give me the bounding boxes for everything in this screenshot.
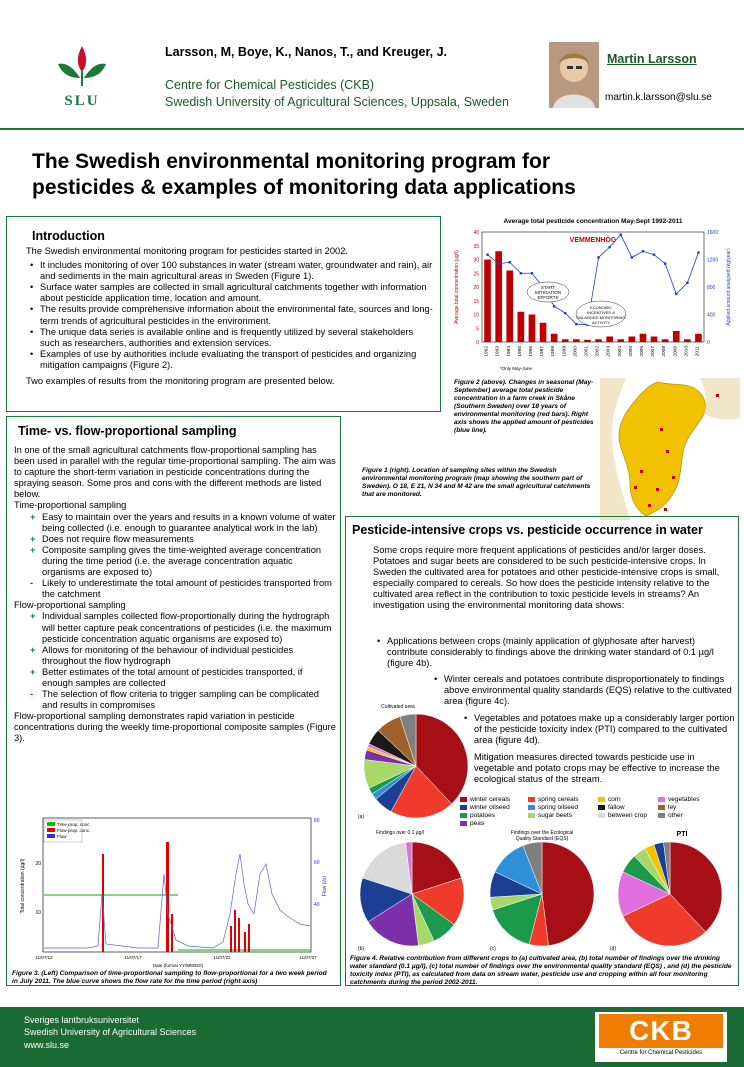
contact-name[interactable]: Martin Larsson: [607, 52, 697, 66]
legend-label: fallow: [608, 804, 625, 811]
fig2-y-tick: 35: [473, 243, 479, 250]
legend-swatch: [528, 805, 535, 810]
pie-title: Findings over the Ecological Quality Standard (EQS): [510, 830, 574, 842]
pie-chart: [364, 714, 468, 818]
crops-bullet-1: [373, 636, 735, 669]
fig2-y-tick: 10: [473, 312, 479, 319]
poster-title-line-2: pesticides & examples of monitoring data applications: [32, 176, 576, 199]
fig2-point: [531, 272, 533, 274]
authors: Larsson, M, Boye, K., Nanos, T., and Kreuger, J.: [165, 45, 448, 59]
con-marker: -: [30, 689, 34, 700]
fig2-point: [686, 282, 688, 284]
ckb-logo: [595, 1012, 727, 1062]
fig2-bar: [540, 323, 547, 342]
fig2-y2-tick: 1600: [707, 230, 719, 236]
fig2-x-tick: 2011: [695, 346, 701, 357]
pie-chart: [490, 842, 594, 946]
crops-intro-paragraph: Some crops require more frequent applications of pesticides and/or larger doses. Potatoes and sugar beets are considered to be such pesticide-intensive crops. In Sweden the cultivated area for potatoes and other pesticide-intensive crops is small, especially compared to cereals. So how does the pesticide intensity relative to the cultivated area reflect in the contribution to toxic pesticide levels in streams? An investigation using the environmental monitoring data shows:: [373, 545, 720, 611]
legend-label: spring cereals: [538, 796, 579, 803]
fig2-title: Average total pesticide concentration May-Sept 1992-2011: [503, 218, 683, 225]
sampling-closing-paragraph: Flow-proportional sampling demonstrates rapid variation in pesticide concentrations during the weekly time-proportional composite samples (Figure 3).: [14, 711, 336, 744]
fig2-y-tick: 20: [473, 285, 479, 291]
poster-title-line-1: The Swedish environmental monitoring program for: [32, 150, 551, 173]
fig2-point: [520, 272, 522, 274]
flow-proportional-item-text: Better estimates of the total amount of pesticides transported, if enough samples are collected: [42, 666, 303, 688]
footer-line-1: Sveriges lantbruksuniversitet: [24, 1015, 140, 1025]
time-proportional-item-text: Easy to maintain over the years and results in a known volume of water being collected (i.e. enough to guarantee analytical work in the lab): [42, 511, 336, 533]
fig3-x-tick: 11/07/22: [213, 955, 231, 960]
fig2-point: [608, 246, 610, 248]
fig2-y-tick: 5: [476, 326, 479, 333]
fig2-bar: [673, 331, 680, 342]
fig3-x-tick: 11/07/27: [299, 955, 317, 960]
legend-entry: [598, 812, 658, 819]
fig2-x-tick: 1997: [540, 346, 546, 357]
crops-bullet-text: • Vegetables and potatoes make up a considerably larger portion of the pesticide toxicity index (PTI) compared to the cultivated area (figure 4d).: [474, 713, 735, 746]
svg-text:MITIGATION: MITIGATION: [535, 290, 561, 295]
svg-text:ACTIVITY: ACTIVITY: [591, 320, 611, 325]
fig3-y2-tick: 80: [314, 818, 320, 824]
fig2-point: [486, 253, 488, 255]
fig2-point: [675, 293, 677, 295]
pro-marker: +: [30, 644, 36, 655]
fig2-y-tick: 25: [473, 271, 479, 278]
fig2-bar: [495, 251, 502, 342]
affiliation-1: Centre for Chemical Pesticides (CKB): [165, 78, 375, 92]
fig2-y2-tick: 400: [707, 312, 716, 319]
fig2-bar: [584, 340, 591, 342]
svg-text:EFFORTS: EFFORTS: [537, 295, 559, 300]
fig2-y2-tick: 0: [707, 340, 710, 346]
fig2-bar: [573, 339, 580, 342]
introduction-bullet-list: [26, 260, 434, 371]
legend-swatch: [528, 813, 535, 818]
ckb-logo-text: CKB: [599, 1014, 723, 1048]
affiliation-2: Swedish University of Agricultural Sciences, Uppsala, Sweden: [165, 95, 509, 109]
introduction-tail: Two examples of results from the monitoring program are presented below.: [26, 376, 335, 387]
legend-swatch: [598, 797, 605, 802]
fig3-y-tick: 20: [35, 861, 41, 867]
fig3-y2-axis-label: Flow (l/s): [322, 875, 328, 897]
fig2-x-tick: 2001: [584, 346, 590, 357]
time-proportional-item-text: Likely to underestimate the total amount of pesticides transported from the catchment: [42, 578, 332, 600]
fig2-bar: [629, 337, 636, 343]
legend-entry: [528, 804, 598, 811]
pie-title: Findings over 0.1 µg/l: [376, 830, 424, 836]
legend-label: winter oilseed: [470, 804, 510, 811]
legend-entry: [598, 796, 658, 803]
fig2-x-tick: 1994: [506, 346, 512, 357]
legend-label: potatoes: [470, 812, 495, 819]
fig2-point: [597, 256, 599, 258]
legend-entry: [528, 796, 598, 803]
person-icon: [549, 42, 599, 108]
figure-1-map: [600, 378, 740, 520]
fig2-point: [664, 262, 666, 264]
legend-entry: [528, 812, 598, 819]
flow-proportional-item: [30, 666, 336, 689]
pie-panel-label: (b): [358, 946, 365, 952]
fig2-bar: [506, 271, 513, 343]
legend-entry: [460, 820, 528, 827]
fig2-y-tick: 15: [473, 298, 479, 305]
con-marker: -: [30, 578, 34, 589]
figure-4-legend: [460, 796, 730, 827]
fig2-station-label: VEMMENHÖG: [569, 237, 617, 244]
introduction-bullet: • Examples of use by authorities include evaluating the transport of pesticides and organizing mitigation campaigns (Figure 2).: [40, 349, 434, 371]
time-proportional-item: [30, 511, 336, 534]
figure-4-caption: Figure 4. Relative contribution from different crops to (a) cultivated area, (b) total number of findings over the drinking water standard (0.1 µg/l), (c) total number of findings over the environmental quality standard (EQS) , and (d) the pesticide toxicity index (PTI), as calculated from data on stream water, pesticide use and cropping within all four monitoring catchments during the period 2002-2011.: [350, 955, 732, 986]
legend-entry: [658, 812, 718, 819]
fig2-x-tick: 2002: [595, 346, 601, 357]
fig2-x-tick: 1996: [528, 346, 534, 357]
fig2-x-tick: 2009: [673, 346, 679, 357]
pie-chart: [618, 842, 722, 946]
fig2-x-tick: 1993: [495, 346, 501, 357]
fig2-point: [653, 253, 655, 255]
introduction-heading: Introduction: [32, 229, 105, 243]
fig3-legend-label: Time-prop. conc.: [57, 822, 91, 827]
fig3-y2-tick: 60: [314, 860, 320, 866]
fig2-bar: [662, 339, 669, 342]
pie-chart: [360, 842, 464, 946]
fig2-point: [509, 261, 511, 263]
flow-proportional-heading: Flow-proportional sampling: [14, 600, 126, 611]
legend-swatch: [598, 813, 605, 818]
slu-logo-text: SLU: [64, 93, 100, 109]
pro-marker: +: [30, 611, 36, 622]
fig2-x-tick: 2010: [684, 346, 690, 357]
time-proportional-heading: Time-proportional sampling: [14, 500, 127, 511]
figure-1-caption: Figure 1 (right). Location of sampling sites within the Swedish environmental monitoring program (map showing the southern part of Sweden). O 18, E 21, N 34 and M 42 are the small agricultural catchments that are monitored.: [362, 467, 591, 498]
legend-label: ley: [668, 804, 677, 811]
fig2-bar: [484, 260, 491, 343]
fig2-x-tick: 2008: [662, 346, 668, 357]
fig2-bar: [518, 312, 525, 342]
flow-proportional-list: [14, 611, 336, 711]
sampling-intro-paragraph: In one of the small agricultural catchments flow-proportional sampling has been used in parallel with the regular time-proportional sampling. The aim was to capture the short-term variation in pesticide concentrations during the spraying season. Some pros and cons with the different methods are listed below.: [14, 445, 336, 500]
header-rule: [0, 128, 744, 130]
fig2-note: *Only May-June: [500, 366, 533, 371]
figure-2-caption: Figure 2 (above). Changes in seasonal (May-September) average total pesticide concentration in a farm creek in Skåne (Southern Sweden) over 18 years of environmental monitoring (red bars). Right axis shows the applied amount of pesticides (blue line).: [454, 379, 594, 434]
fig2-point: [564, 312, 566, 314]
legend-swatch: [598, 805, 605, 810]
fig3-x-tick: 11/07/17: [124, 955, 142, 960]
legend-swatch: [658, 797, 665, 802]
author-photo: [549, 42, 599, 108]
pro-marker: +: [30, 511, 36, 522]
pie-title: PTI: [676, 831, 688, 838]
fig2-y-tick: 40: [473, 230, 479, 236]
fig3-y-tick: 10: [35, 910, 41, 916]
fig2-x-tick: 1998: [551, 346, 557, 357]
legend-swatch: [658, 813, 665, 818]
fig2-bar: [695, 334, 702, 342]
pro-marker: +: [30, 666, 36, 677]
fig2-bar: [640, 334, 647, 342]
fig2-x-tick: 2007: [651, 346, 657, 357]
crops-closing-paragraph: Mitigation measures directed towards pesticide use in vegetable and potato crops may be effective to increase the ecological status of the stream.: [474, 752, 720, 785]
fig2-y2-tick: 1200: [707, 257, 719, 264]
flow-proportional-item: [30, 611, 336, 644]
footer-url[interactable]: www.slu.se: [24, 1040, 70, 1050]
pro-marker: +: [30, 533, 36, 544]
crops-bullet-text: • Applications between crops (mainly application of glyphosate after harvest) contribute considerably to findings above the drinking water standard of 0.1 µg/l (figure 4b).: [387, 636, 735, 669]
ckb-logo-subtitle: Centre for Chemical Pesticides: [619, 1050, 703, 1056]
introduction-bullet: • Surface water samples are collected in small agricultural catchments together with information about pesticide application time, location and amount.: [40, 282, 434, 304]
fig2-bar: [562, 339, 569, 342]
fig2-x-tick: 2000: [573, 346, 579, 357]
legend-label: peas: [470, 820, 485, 827]
fig2-x-tick: 1992: [484, 346, 490, 357]
pie-panel-label: (c): [490, 946, 496, 952]
time-proportional-item: [30, 544, 336, 578]
fig2-point: [497, 262, 499, 264]
pie-title: Cultivated area: [381, 704, 415, 710]
legend-swatch: [528, 797, 535, 802]
fig2-bar: [606, 337, 613, 343]
svg-text:ENLARGED MONITORING: ENLARGED MONITORING: [576, 315, 626, 320]
legend-label: spring oilseed: [538, 804, 579, 811]
fig2-annotation-start: [527, 282, 569, 302]
time-proportional-item: [30, 533, 336, 545]
contact-email[interactable]: martin.k.larsson@slu.se: [605, 92, 712, 103]
crops-heading: Pesticide-intensive crops vs. pesticide occurrence in water: [352, 523, 703, 537]
legend-entry: [460, 796, 528, 803]
pie-panel-label: (d): [610, 946, 617, 952]
pro-marker: +: [30, 544, 36, 555]
fig2-point: [575, 323, 577, 325]
slu-logo: [52, 42, 112, 107]
sampling-body: [14, 445, 336, 745]
pie-panel-label: (a): [358, 814, 365, 820]
fig2-y-tick: 30: [473, 257, 479, 264]
introduction-bullet: • The unique data series is available online and is frequently utilized by several stakeholders such as researchers, authorities and extension services.: [40, 327, 434, 349]
fig2-x-tick: 2004: [617, 346, 623, 357]
legend-label: winter cereals: [470, 796, 511, 803]
figure-3-chart: [8, 814, 336, 970]
sampling-heading: Time- vs. flow-proportional sampling: [18, 424, 237, 438]
fig2-x-tick: 2006: [639, 346, 645, 357]
fig2-point: [620, 234, 622, 236]
fig2-y2-axis-label: Applied amount analysed (kg/year): [726, 248, 732, 326]
legend-label: vegetables: [668, 796, 700, 803]
legend-label: sugar beets: [538, 812, 572, 819]
pie-slice: [542, 842, 594, 946]
time-proportional-item-text: Does not require flow measurements: [42, 533, 194, 544]
fig2-point: [642, 250, 644, 252]
time-proportional-list: [14, 512, 336, 601]
fig2-x-tick: 2003: [606, 346, 612, 357]
fig2-x-tick: 2005: [628, 346, 634, 357]
legend-entry: [460, 812, 528, 819]
fig2-point: [697, 251, 699, 253]
fig2-bar: [651, 337, 658, 343]
legend-swatch: [658, 805, 665, 810]
introduction-bullet: • It includes monitoring of over 100 substances in water (stream water, groundwater and rain), air and sediments in the main agricultural areas in Sweden (Figure 1).: [40, 260, 434, 282]
svg-text:ECONOMIC: ECONOMIC: [590, 305, 612, 310]
legend-swatch: [460, 805, 467, 810]
legend-label: between crop: [608, 812, 648, 819]
fig2-point: [553, 305, 555, 307]
fig2-bar: [684, 339, 691, 342]
footer-line-2: Swedish University of Agricultural Sciences: [24, 1027, 197, 1037]
flow-proportional-item-text: Allows for monitoring of the behaviour of individual pesticides throughout the flow hydrograph: [42, 644, 294, 666]
legend-entry: [598, 804, 658, 811]
fig2-point: [631, 256, 633, 258]
crops-bullet-text: • Winter cereals and potatoes contribute disproportionately to findings above environmental quality standards (EQS) relative to the cultivated area (figure 4c).: [444, 674, 735, 707]
flow-proportional-item-text: The selection of flow criteria to trigger sampling can be complicated and results in compromises: [42, 689, 319, 711]
fig3-legend-label: Flow: [57, 834, 67, 839]
svg-text:START: START: [540, 285, 556, 290]
fig3-y-axis-label: Total concentration (µg/l): [20, 858, 26, 914]
figure-2-chart: [448, 212, 740, 374]
legend-entry: [658, 796, 718, 803]
svg-text:INCENTIVES &: INCENTIVES &: [587, 310, 615, 315]
legend-swatch: [460, 797, 467, 802]
fig2-bar: [595, 339, 602, 342]
figure-3-caption: Figure 3. (Left) Comparison of time-proportional sampling to flow-proportional for a two week period in July 2011. The blue curve shows the flow rate for the time period (right axis): [12, 970, 327, 985]
flow-proportional-item: [30, 644, 336, 667]
fig2-y-axis-label: Average total concentration (µg/l): [454, 250, 460, 324]
legend-swatch: [460, 813, 467, 818]
fig2-y2-tick: 800: [707, 285, 716, 291]
introduction-bullet: • The results provide comprehensive information about the environmental fate, sources and long-term trends of agricultural pesticides in the environment.: [40, 304, 434, 326]
introduction-lead: The Swedish environmental monitoring program for pesticides started in 2002.: [26, 246, 348, 256]
legend-entry: [658, 804, 718, 811]
fig3-legend-label: Flow-prop. conc.: [57, 828, 91, 833]
fig2-x-tick: 1999: [562, 346, 568, 357]
fig2-x-tick: 1995: [517, 346, 523, 357]
legend-entry: [460, 804, 528, 811]
fig2-bar: [551, 334, 558, 342]
flow-proportional-item: [30, 689, 336, 711]
fig2-annotation-incentives: [576, 301, 626, 327]
fig2-y-tick: 0: [476, 340, 479, 346]
slu-tulip-icon: [52, 42, 112, 88]
time-proportional-item: [30, 578, 336, 600]
flow-proportional-item-text: Individual samples collected flow-proportionally during the hydrograph will better capture peak concentrations of pesticides (i.e. the maximum pesticide concentration aquatic organisms are exposed to): [42, 611, 332, 644]
fig3-x-tick: 11/07/12: [35, 955, 53, 960]
fig3-x-axis-label: Date (format YY/MM/DD): [152, 963, 204, 968]
fig3-y2-tick: 40: [314, 902, 320, 908]
legend-label: corn: [608, 796, 621, 803]
time-proportional-item-text: Composite sampling gives the time-weighted average concentration during the time period (i.e. the average concentration aquatic organisms are exposed to): [42, 544, 322, 578]
introduction-body: [26, 246, 434, 387]
legend-swatch: [460, 821, 467, 826]
legend-label: other: [668, 812, 683, 819]
fig2-bar: [617, 339, 624, 342]
fig2-bar: [529, 315, 536, 343]
